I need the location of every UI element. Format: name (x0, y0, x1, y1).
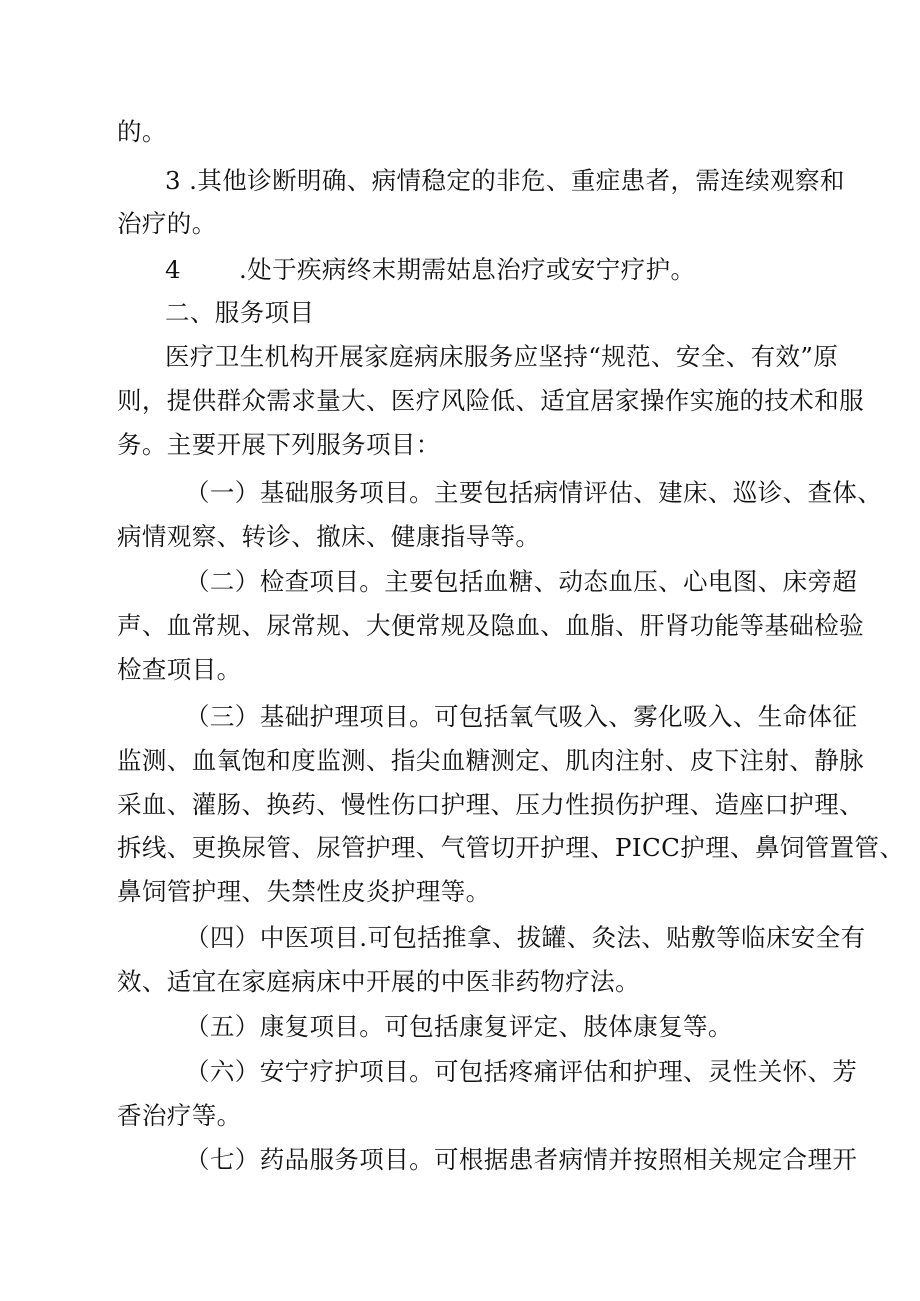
numbered-line (165, 255, 695, 285)
text-line: （六）安宁疗护项目。可包括疼痛评估和护理、灵性关怀、芳 (185, 1057, 858, 1086)
text-line: 采血、灌肠、换药、慢性伤口护理、压力性损伤护理、造座口护理、 (117, 790, 864, 819)
text-line: （四）中医项目.可包括推拿、拔罐、灸法、贴敷等临床安全有 (185, 923, 866, 952)
item-text: .处于疾病终末期需姑息治疗或安宁疗护。 (239, 255, 696, 284)
text-line: 病情观察、转诊、撤床、健康指导等。 (117, 522, 541, 551)
text-line: （七）药品服务项目。可根据患者病情并按照相关规定合理开 (185, 1145, 858, 1174)
text-line: （二）检查项目。主要包括血糖、动态血压、心电图、床旁超 (185, 567, 858, 596)
text-line: 务。主要开展下列服务项目： (117, 430, 441, 459)
text-line: 检查项目。 (117, 655, 242, 684)
text-line: （一）基础服务项目。主要包括病情评估、建床、巡诊、查体、 (185, 478, 883, 507)
text-line: （五）康复项目。可包括康复评定、肢体康复等。 (185, 1012, 733, 1041)
text-line: 医疗卫生机构开展家庭病床服务应坚持“规范、安全、有效”原 (165, 342, 839, 371)
text-line: 监测、血氧饱和度监测、指尖血糖测定、肌肉注射、皮下注射、静脉 (117, 746, 864, 775)
item-number: 4 (165, 255, 181, 284)
text-line: 香治疗等。 (117, 1101, 242, 1130)
text-line: （三）基础护理项目。可包括氧气吸入、雾化吸入、生命体征 (185, 702, 858, 731)
text-line: 的。 (117, 117, 167, 146)
text-line: 鼻饲管护理、失禁性皮炎护理等。 (117, 877, 491, 906)
text-line: 效、适宜在家庭病床中开展的中医非药物疗法。 (117, 967, 640, 996)
text-line: 声、血常规、尿常规、大便常规及隐血、血脂、肝肾功能等基础检验 (117, 611, 864, 640)
text-line: 3 .其他诊断明确、病情稳定的非危、重症患者，需连续观察和 (165, 166, 845, 195)
section-heading: 二、服务项目 (165, 298, 315, 327)
text-line: 则，提供群众需求量大、医疗风险低、适宜居家操作实施的技术和服 (117, 386, 864, 415)
text-line: 治疗的。 (117, 209, 217, 238)
text-line: 拆线、更换尿管、尿管护理、气管切开护理、PICC护理、鼻饲管置管、 (117, 833, 905, 862)
